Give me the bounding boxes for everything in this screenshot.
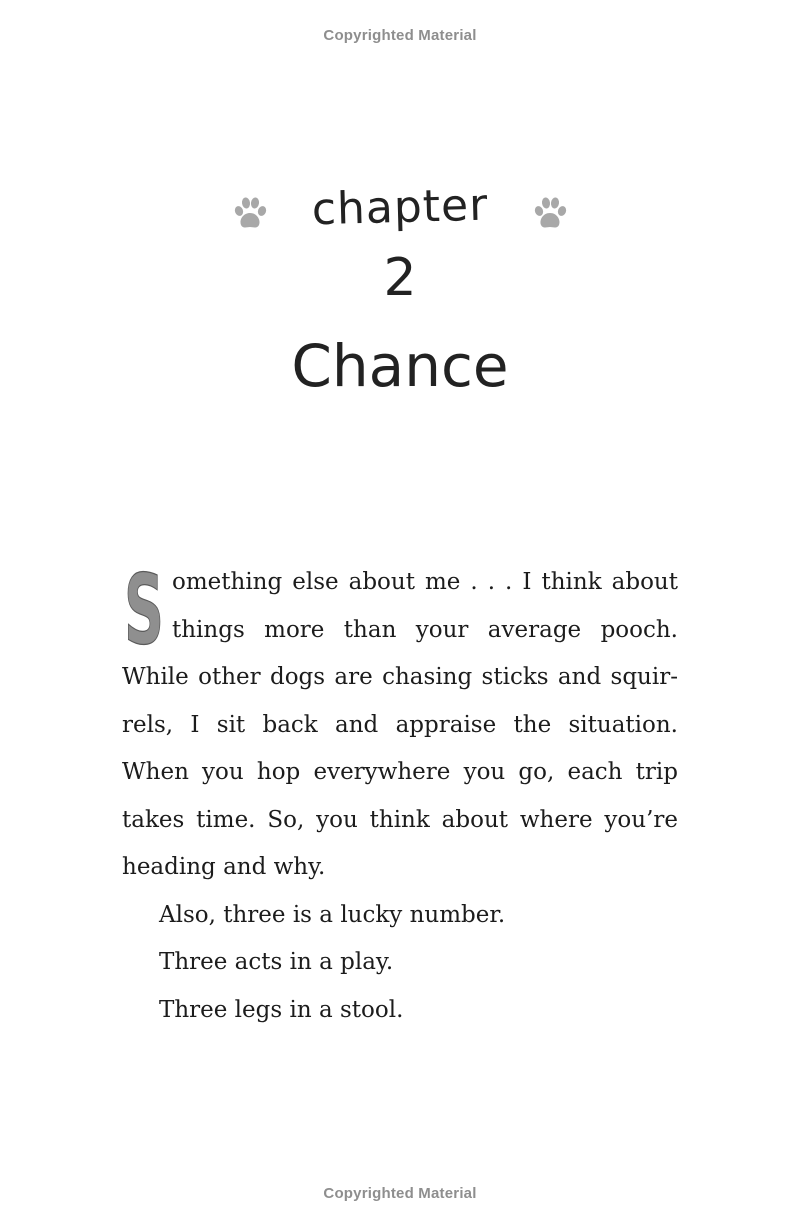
chapter-label: chapter (311, 179, 489, 236)
first-paragraph (122, 554, 678, 892)
chapter-heading (0, 179, 800, 400)
copyright-watermark-top: Copyrighted Material (323, 27, 477, 44)
chapter-label-row (0, 180, 800, 244)
first-paragraph-text: omething else about me . . . I think about things more than your average pooch. While other dogs are chasing sticks and squir-rels, I sit back and appraise the situation. When you hop everywhere you go, each trip takes time. So, you think about where you’re heading and why. (122, 569, 678, 880)
paragraph: Also, three is a lucky number. (159, 901, 506, 928)
drop-cap-letter: S (124, 554, 164, 666)
paragraph: Three legs in a stool. (159, 996, 404, 1023)
paw-print-icon (530, 194, 570, 234)
chapter-body (122, 554, 678, 1034)
chapter-number: 2 (383, 248, 417, 308)
copyright-watermark-bottom: Copyrighted Material (323, 1185, 477, 1202)
chapter-title: Chance (291, 332, 509, 400)
drop-cap (122, 554, 166, 666)
paragraph: Three acts in a play. (159, 949, 394, 975)
